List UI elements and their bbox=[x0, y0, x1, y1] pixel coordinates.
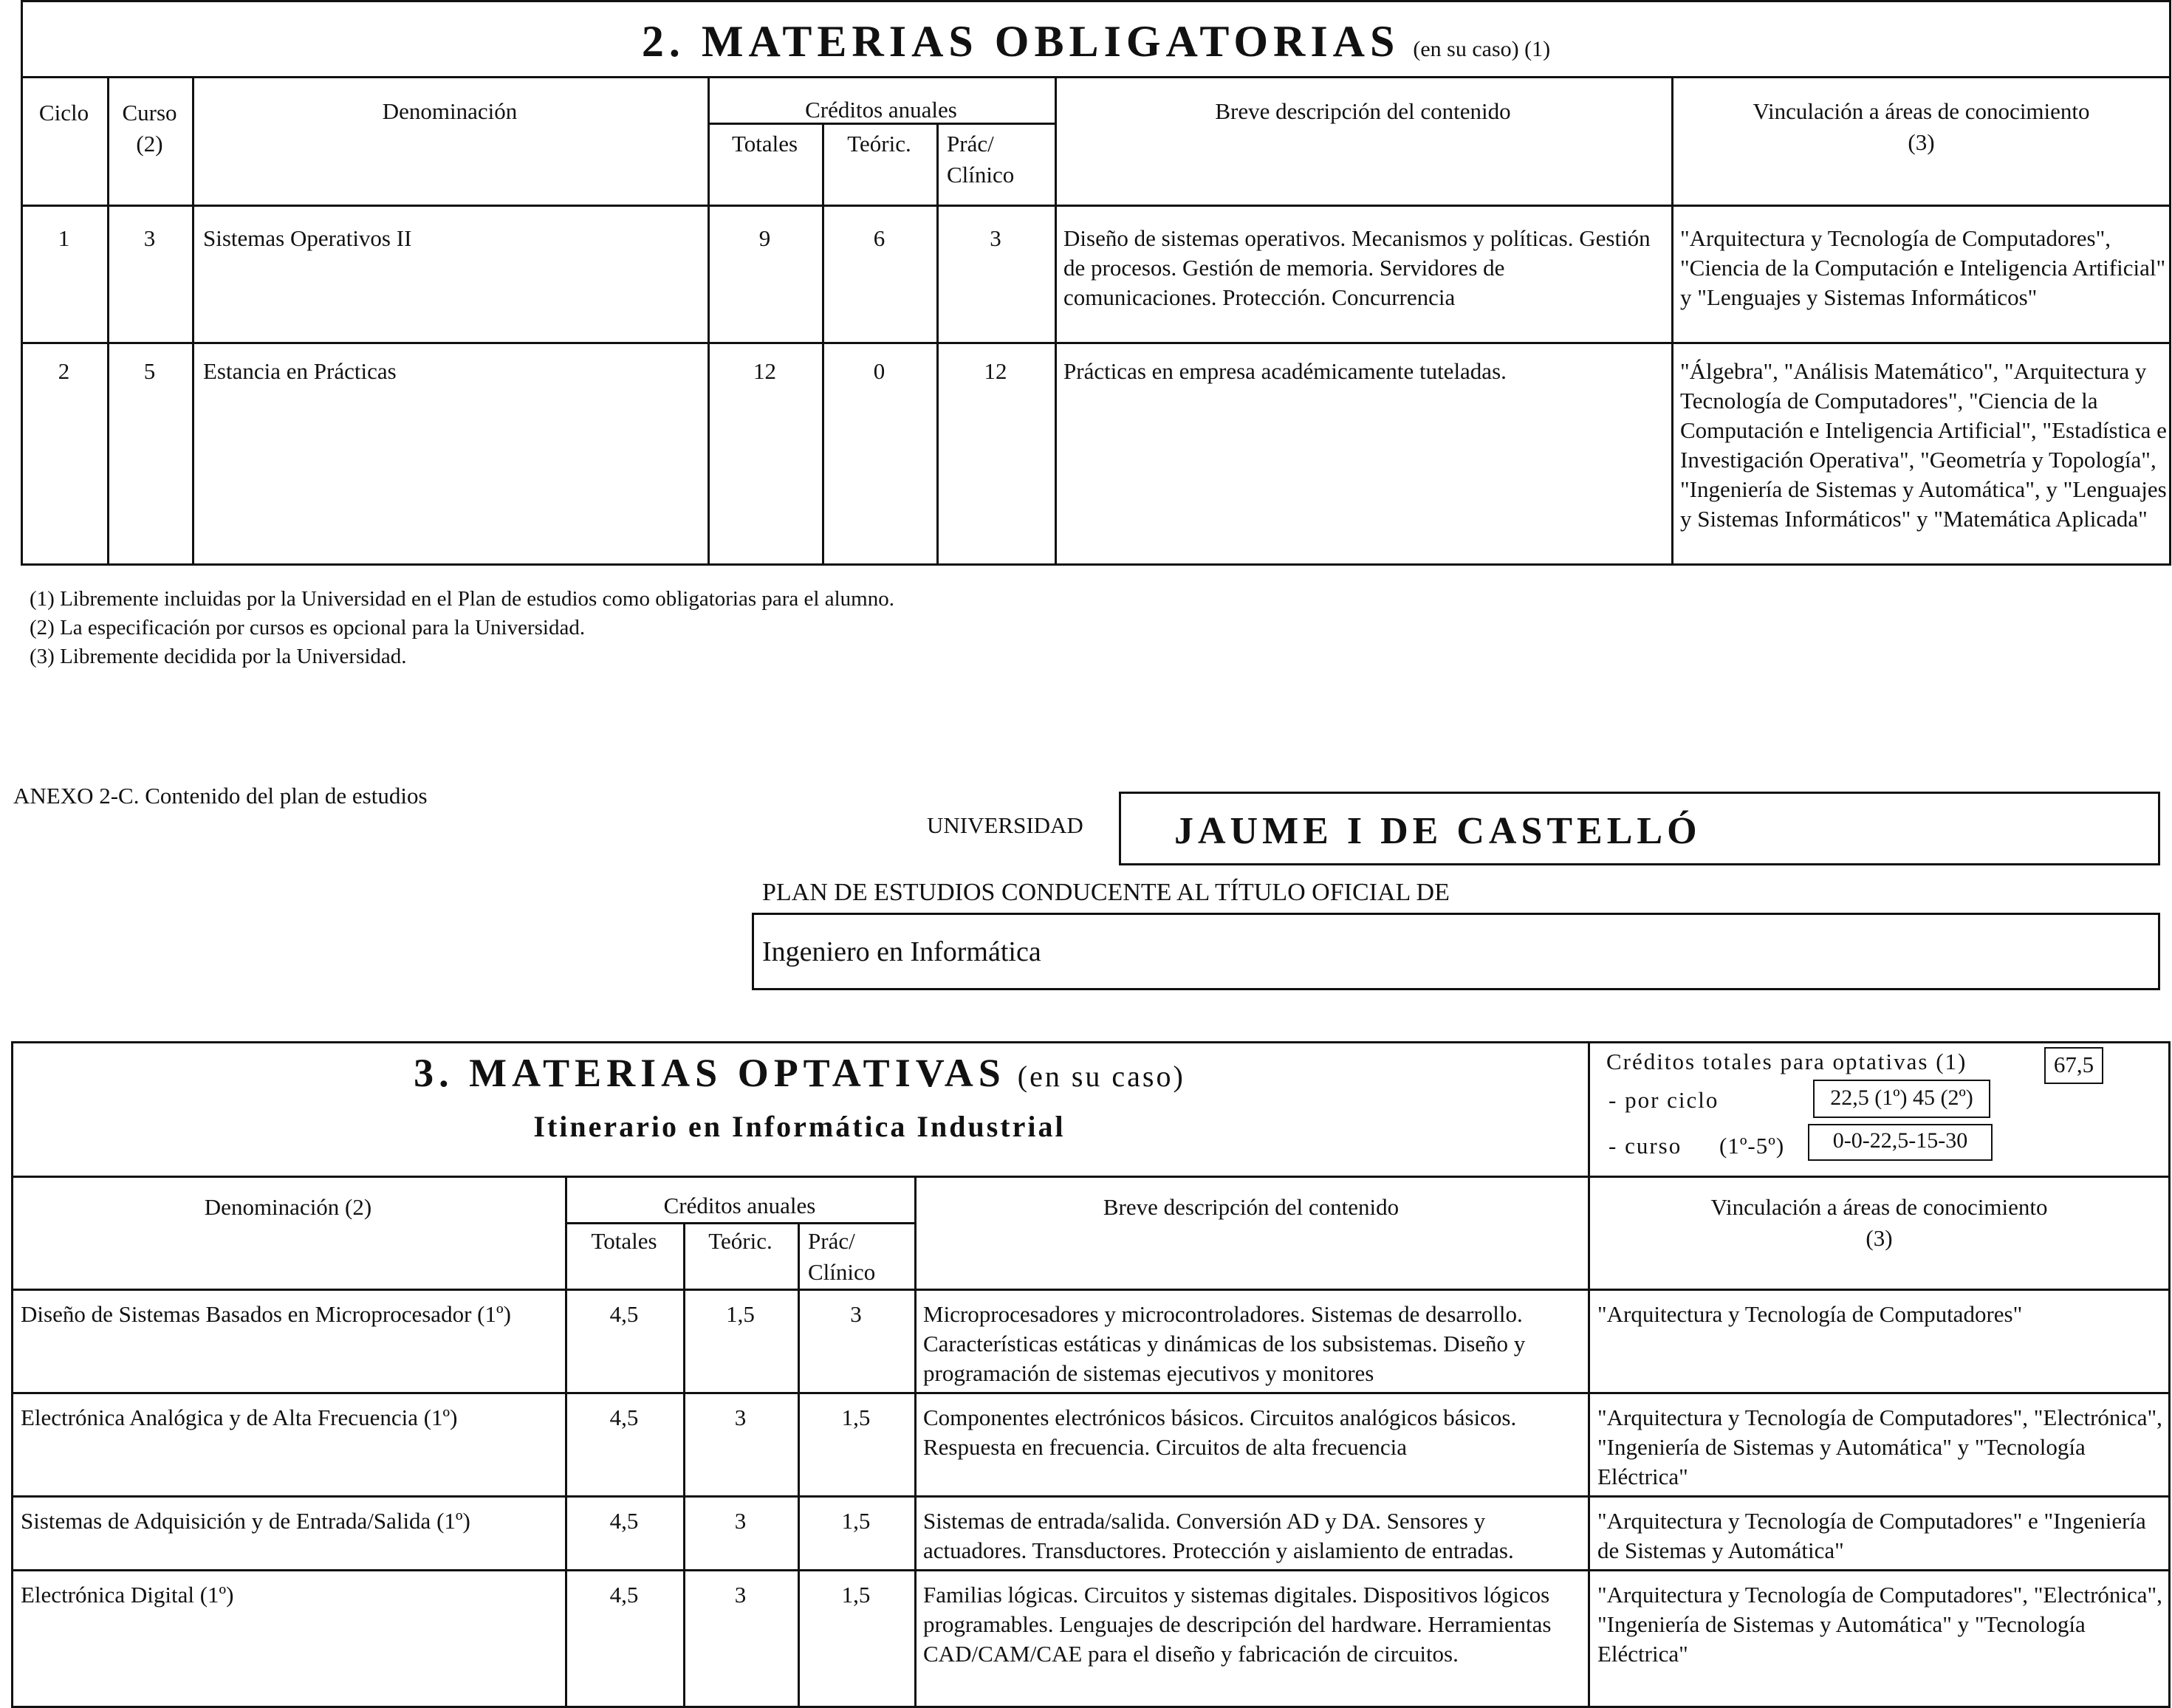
table-cell-descripcion: Prácticas en empresa académicamente tuteladas. bbox=[1063, 358, 1507, 384]
table-cell-totales: 4,5 bbox=[609, 1301, 639, 1327]
header-creditos: Créditos anuales bbox=[663, 1193, 816, 1218]
table-cell-vinculacion: "Arquitectura y Tecnología de Computadores" e "Ingeniería de Sistemas y Automática" bbox=[1597, 1508, 2146, 1563]
header-clinico-label: Clínico bbox=[947, 162, 1015, 188]
section2-title bbox=[21, 16, 2171, 67]
section2-title-text: 2. MATERIAS OBLIGATORIAS bbox=[641, 17, 1400, 66]
divider bbox=[21, 342, 2171, 344]
table-cell-totales: 4,5 bbox=[609, 1508, 639, 1534]
creditos-totales-label: Créditos totales para optativas (1) bbox=[1606, 1049, 1967, 1074]
section3-title bbox=[11, 1050, 1588, 1096]
section2-title-note: (en su caso) (1) bbox=[1413, 37, 1551, 61]
table-cell-descripcion: Microprocesadores y microcontroladores. Sistemas de desarrollo. Características estáticas y dinámicas de los subsistemas. Diseño y programación de sistemas ejecutivos y monitores bbox=[923, 1301, 1526, 1386]
header-vinculacion bbox=[1588, 1192, 2171, 1254]
table-cell-vinculacion: "Arquitectura y Tecnología de Computadores" bbox=[1597, 1301, 2023, 1327]
annex-label: ANEXO 2-C. Contenido del plan de estudios bbox=[13, 783, 428, 809]
table-cell-denominacion: Sistemas de Adquisición y de Entrada/Salida (1º) bbox=[21, 1508, 470, 1534]
table-cell-prac: 1,5 bbox=[841, 1582, 871, 1608]
divider bbox=[11, 1289, 2171, 1291]
table-cell-descripcion: Sistemas de entrada/salida. Conversión AD y DA. Sensores y actuadores. Transductores. Protección y aislamiento de entradas. bbox=[923, 1508, 1514, 1563]
footnote: (1) Libremente incluidas por la Universidad en el Plan de estudios como obligatorias para el alumno. bbox=[30, 587, 894, 611]
header-prac bbox=[947, 128, 1055, 191]
table-cell-prac: 3 bbox=[990, 225, 1001, 251]
table-cell-ciclo: 2 bbox=[58, 358, 70, 384]
divider bbox=[1588, 1176, 1590, 1708]
table-cell-vinculacion: "Arquitectura y Tecnología de Computadores", "Electrónica", "Ingeniería de Sistemas y Automática" y "Tecnología Eléctrica" bbox=[1597, 1582, 2162, 1667]
creditos-totales-value: 67,5 bbox=[2053, 1052, 2094, 1077]
table-cell-teoric: 3 bbox=[734, 1508, 747, 1534]
table-cell-prac: 1,5 bbox=[841, 1508, 871, 1534]
table-cell-ciclo: 1 bbox=[58, 225, 70, 251]
table-cell-denominacion: Estancia en Prácticas bbox=[203, 358, 397, 384]
table-cell-teoric: 3 bbox=[734, 1405, 747, 1430]
divider bbox=[1588, 1041, 1590, 1176]
divider bbox=[21, 76, 2171, 78]
table-cell-totales: 12 bbox=[753, 358, 776, 384]
divider bbox=[21, 205, 2171, 207]
table-cell-teoric: 1,5 bbox=[726, 1301, 755, 1327]
section3-subtitle: Itinerario en Informática Industrial bbox=[533, 1110, 1066, 1143]
header-descripcion: Breve descripción del contenido bbox=[1215, 98, 1511, 124]
divider bbox=[936, 123, 939, 566]
table-cell-vinculacion: "Arquitectura y Tecnología de Computadores", "Electrónica", "Ingeniería de Sistemas y Automática" y "Tecnología Eléctrica" bbox=[1597, 1405, 2162, 1489]
por-ciclo-label: - por ciclo bbox=[1609, 1087, 1719, 1113]
header-vinculacion-label: Vinculación a áreas de conocimiento bbox=[1753, 98, 2090, 124]
curso-range: (1º-5º) bbox=[1719, 1133, 1785, 1159]
header-prac bbox=[808, 1226, 914, 1288]
header-denominacion: Denominación (2) bbox=[204, 1194, 372, 1220]
table-cell-vinculacion: "Álgebra", "Análisis Matemático", "Arquitectura y Tecnología de Computadores", "Ciencia de la Computación e Inteligencia Artificial", "Estadística e Investigación Operativa", "Geometría y Topología", "Ingeniería de Sistemas y Automática", y "Lenguajes y Sistemas Informáticos" y "Matemática Aplicada" bbox=[1680, 358, 2167, 532]
section3-title-text: 3. MATERIAS OPTATIVAS bbox=[414, 1051, 1006, 1095]
table-cell-descripcion: Diseño de sistemas operativos. Mecanismos y políticas. Gestión de procesos. Gestión de memoria. Servidores de comunicaciones. Protección. Concurrencia bbox=[1063, 225, 1651, 310]
table-cell-prac: 3 bbox=[850, 1301, 862, 1327]
header-teoric: Teóric. bbox=[847, 131, 911, 157]
table-cell-curso: 5 bbox=[143, 358, 156, 384]
table-cell-descripcion: Componentes electrónicos básicos. Circuitos analógicos básicos. Respuesta en frecuencia. Circuitos de alta frecuencia bbox=[923, 1405, 1517, 1460]
table-cell-curso: 3 bbox=[143, 225, 156, 251]
footnotes bbox=[30, 585, 1359, 671]
header-vinculacion bbox=[1671, 96, 2171, 158]
divider bbox=[683, 1222, 685, 1708]
header-vinculacion-note: (3) bbox=[1908, 129, 1935, 155]
header-curso bbox=[107, 97, 192, 160]
divider bbox=[1055, 76, 1057, 566]
header-totales: Totales bbox=[731, 131, 798, 157]
header-vinculacion-note: (3) bbox=[1866, 1225, 1893, 1251]
table-cell-denominacion: Sistemas Operativos II bbox=[203, 225, 412, 251]
divider bbox=[798, 1222, 800, 1708]
table-cell-descripcion: Familias lógicas. Circuitos y sistemas digitales. Dispositivos lógicos programables. Lenguajes de descripción del hardware. Herramientas CAD/CAM/CAE para el diseño y fabricación de circuitos. bbox=[923, 1582, 1552, 1667]
divider bbox=[11, 1392, 2171, 1394]
header-creditos: Créditos anuales bbox=[805, 97, 957, 123]
curso-label: - curso bbox=[1609, 1133, 1682, 1159]
table-cell-vinculacion: "Arquitectura y Tecnología de Computadores", "Ciencia de la Computación e Inteligencia Artificial" y "Lenguajes y Sistemas Informáticos" bbox=[1680, 225, 2166, 310]
table-cell-totales: 9 bbox=[758, 225, 771, 251]
divider bbox=[192, 76, 194, 566]
table-cell-totales: 4,5 bbox=[609, 1405, 639, 1430]
table-cell-denominacion: Diseño de Sistemas Basados en Microprocesador (1º) bbox=[21, 1301, 511, 1327]
table-cell-denominacion: Electrónica Analógica y de Alta Frecuencia (1º) bbox=[21, 1405, 458, 1430]
divider bbox=[11, 1495, 2171, 1498]
curso-value: 0-0-22,5-15-30 bbox=[1832, 1128, 1968, 1153]
table-cell-teoric: 3 bbox=[734, 1582, 747, 1608]
section3-title-note: (en su caso) bbox=[1017, 1060, 1185, 1093]
plan-label: PLAN DE ESTUDIOS CONDUCENTE AL TÍTULO OFICIAL DE bbox=[762, 879, 1450, 906]
table-cell-prac: 12 bbox=[984, 358, 1007, 384]
header-prac-label: Prác/ bbox=[947, 131, 994, 157]
table-cell-denominacion: Electrónica Digital (1º) bbox=[21, 1582, 234, 1608]
divider bbox=[565, 1222, 914, 1224]
header-descripcion: Breve descripción del contenido bbox=[1103, 1194, 1400, 1220]
titulo-value: Ingeniero en Informática bbox=[762, 936, 1041, 967]
header-prac-label: Prác/ bbox=[808, 1228, 855, 1254]
por-ciclo-value: 22,5 (1º) 45 (2º) bbox=[1830, 1085, 1973, 1110]
header-totales: Totales bbox=[591, 1228, 657, 1254]
divider bbox=[822, 123, 824, 566]
divider bbox=[11, 1569, 2171, 1571]
header-teoric: Teóric. bbox=[708, 1228, 772, 1254]
header-curso-note: (2) bbox=[136, 131, 163, 157]
header-curso-label: Curso bbox=[122, 100, 177, 126]
table-cell-totales: 4,5 bbox=[609, 1582, 639, 1608]
header-ciclo: Ciclo bbox=[38, 100, 89, 126]
divider bbox=[11, 1176, 2171, 1178]
divider bbox=[914, 1176, 917, 1708]
table-cell-teoric: 0 bbox=[873, 358, 885, 384]
header-vinculacion-label: Vinculación a áreas de conocimiento bbox=[1710, 1194, 2048, 1220]
footnote: (3) Libremente decidida por la Universidad. bbox=[30, 645, 407, 668]
header-clinico-label: Clínico bbox=[808, 1259, 876, 1285]
header-denominacion: Denominación bbox=[382, 98, 518, 124]
universidad-name: JAUME I DE CASTELLÓ bbox=[1174, 810, 1702, 852]
table-cell-prac: 1,5 bbox=[841, 1405, 871, 1430]
footnote: (2) La especificación por cursos es opcional para la Universidad. bbox=[30, 616, 586, 639]
universidad-label: UNIVERSIDAD bbox=[927, 812, 1083, 838]
table-cell-teoric: 6 bbox=[873, 225, 885, 251]
